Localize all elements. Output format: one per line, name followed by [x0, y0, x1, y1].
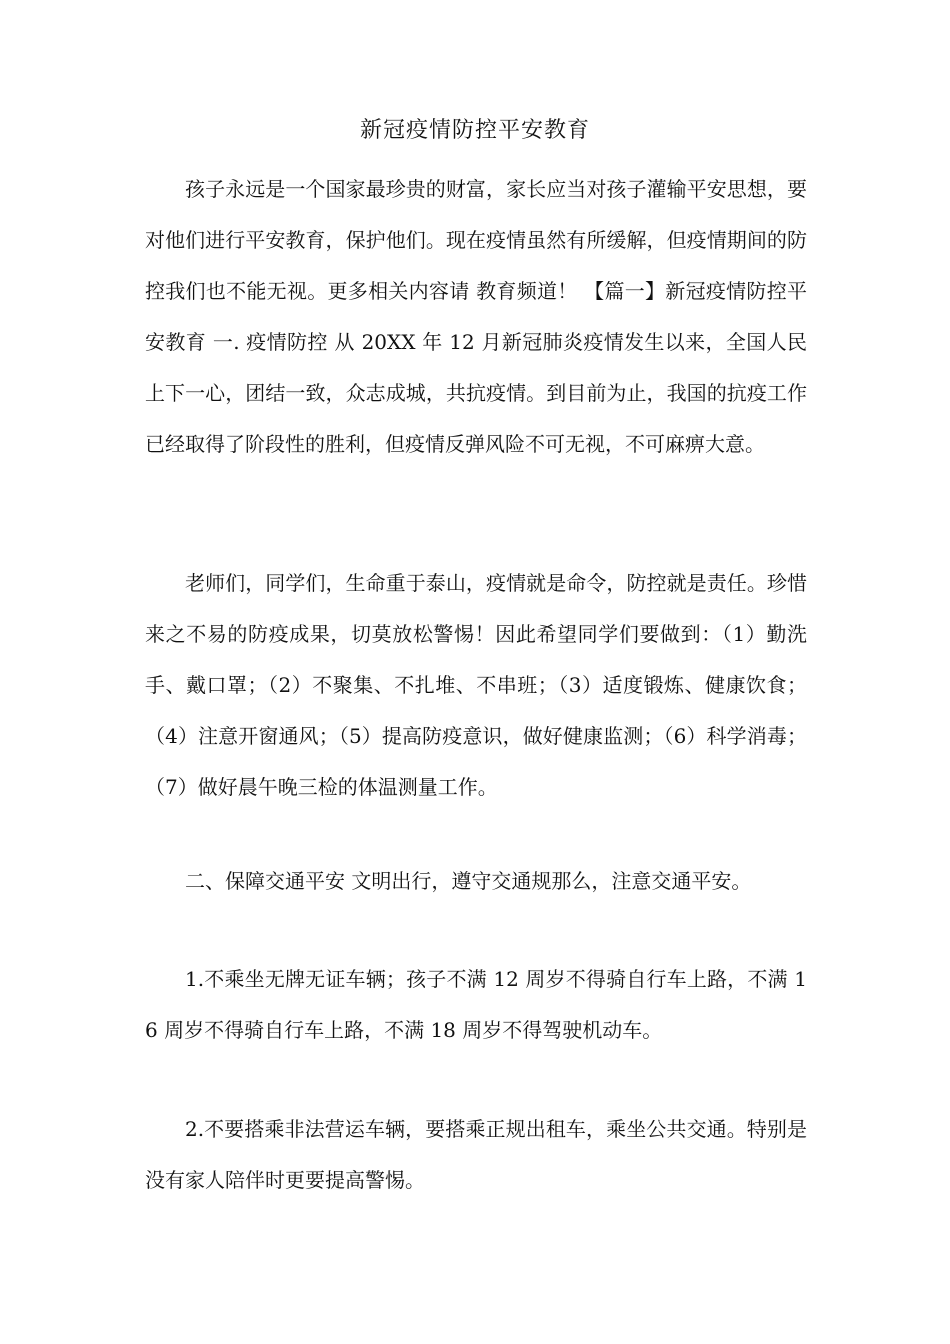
document-title: 新冠疫情防控平安教育	[359, 118, 590, 143]
paragraph-traffic-rule-1: 1.不乘坐无牌无证车辆；孩子不满 12 周岁不得骑自行车上路，不满 16 周岁不得骑自行车上路，不满 18 周岁不得驾驶机动车。	[145, 967, 807, 1042]
paragraph-prevention-measures: 老师们，同学们，生命重于泰山，疫情就是命令，防控就是责任。珍惜来之不易的防疫成果，切莫放松警惕！因此希望同学们要做到：（1）勤洗手、戴口罩；（2）不聚集、不扎堆、不串班；（3）适度锻炼、健康饮食；（4）注意开窗通风；（5）提高防疫意识，做好健康监测；（6）科学消毒；（7）做好晨午晚三检的体温测量工作。	[145, 571, 807, 799]
paragraph-traffic-safety-heading: 二、保障交通平安 文明出行，遵守交通规那么，注意交通平安。	[185, 869, 752, 893]
paragraph-intro: 孩子永远是一个国家最珍贵的财富，家长应当对孩子灌输平安思想，要对他们进行平安教育，保护他们。现在疫情虽然有所缓解，但疫情期间的防控我们也不能无视。更多相关内容请 教育频道！ 【篇一】新冠疫情防控平安教育 一. 疫情防控 从 20XX 年 12 月新冠肺炎疫情发生以来，全国人民上下一心，团结一致，众志成城，共抗疫情。到目前为止，我国的抗疫工作已经取得了阶段性的胜利，但疫情反弹风险不可无视，不可麻痹大意。	[145, 177, 807, 456]
paragraph-traffic-rule-2: 2.不要搭乘非法营运车辆，要搭乘正规出租车，乘坐公共交通。特别是没有家人陪伴时更要提高警惕。	[145, 1117, 807, 1192]
